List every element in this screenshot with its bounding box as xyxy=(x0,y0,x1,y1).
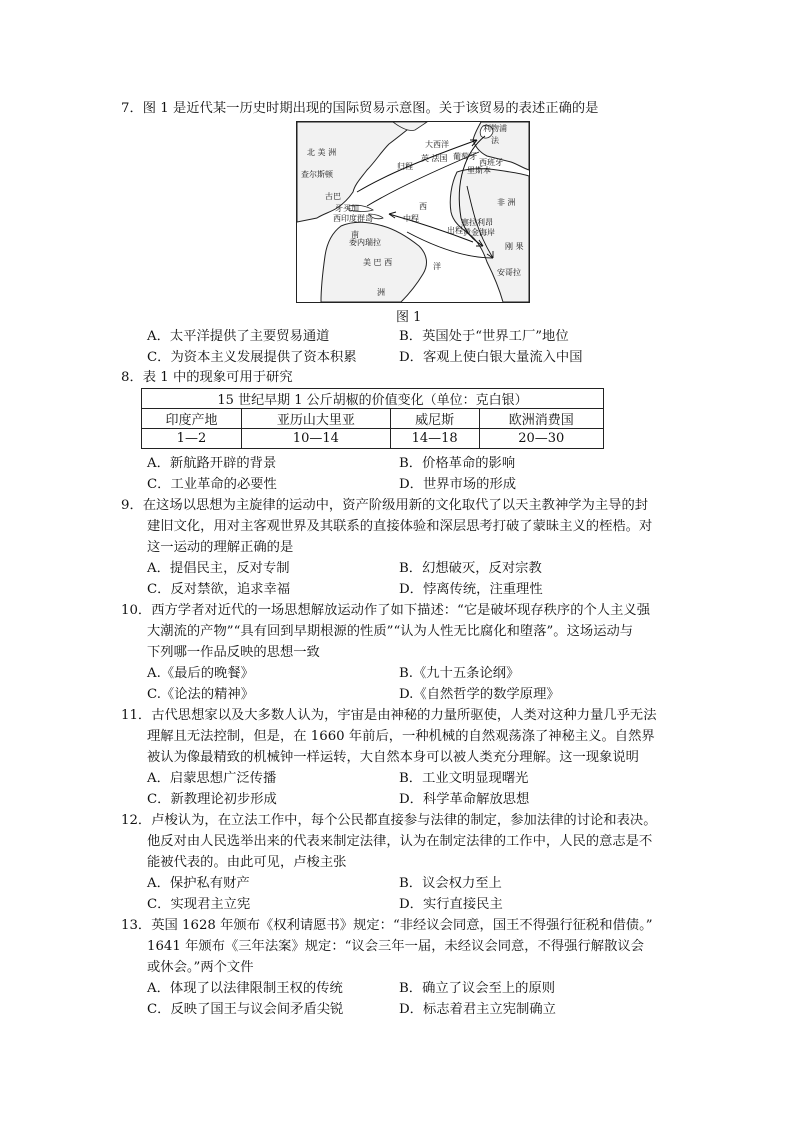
q11-option-a: A．启蒙思想广泛传播 xyxy=(147,771,277,786)
q10-option-b: B.《九十五条论纲》 xyxy=(399,666,520,681)
table-title: 15 世纪早期 1 公斤胡椒的价值变化（单位：克白银） xyxy=(142,389,604,409)
q7-option-d: D．客观上使白银大量流入中国 xyxy=(399,350,583,365)
table-1 xyxy=(141,388,604,449)
table-cell: 1—2 xyxy=(142,429,242,449)
q9-line-1: 9．在这场以思想为主旋律的运动中，资产阶级用新的文化取代了以天主教神学为主导的封 xyxy=(121,498,649,513)
trade-map-figure xyxy=(296,121,530,303)
map-label-britain-france: 英 法国 xyxy=(421,154,448,163)
q8-option-c: C．工业革命的必要性 xyxy=(147,477,277,492)
map-label-west-indies: 西印度群岛 xyxy=(333,214,373,223)
q13-option-d: D．标志着君主立宪制确立 xyxy=(399,1002,556,1017)
q11-line-2: 理解且无法控制，但是，在 1660 年前后，一种机械的自然观荡涤了神秘主义。自然界 xyxy=(147,729,655,744)
q9-line-3: 这一运动的理解正确的是 xyxy=(147,540,294,555)
q7-option-c: C．为资本主义发展提供了资本积累 xyxy=(147,350,357,365)
map-label-gold-coast: 黄金海岸 xyxy=(463,228,495,237)
q11-line-3: 被认为像最精致的机械钟一样运转，大自然本身可以被人类充分理解。这一现象说明 xyxy=(147,750,639,765)
map-label-cuba: 古巴 xyxy=(325,192,341,201)
q8-stem: 8．表 1 中的现象可用于研究 xyxy=(121,370,293,385)
map-label-atlantic: 大西洋 xyxy=(425,140,449,149)
q10-line-2: 大潮流的产物”“具有回到早期根源的性质”“认为人性无比腐化和堕落”。这场运动与 xyxy=(147,624,634,639)
q12-option-c: C．实现君主立宪 xyxy=(147,897,251,912)
map-label-return-route: 归程 xyxy=(397,162,413,171)
map-label-charleston: 查尔斯顿 xyxy=(301,170,333,179)
table-cell: 20—30 xyxy=(479,429,603,449)
q7-option-b: B．英国处于“世界工厂”地位 xyxy=(399,329,569,344)
q7-option-a: A．太平洋提供了主要贸易通道 xyxy=(147,329,330,344)
q10-option-d: D.《自然哲学的数学原理》 xyxy=(399,687,560,702)
q13-line-3: 或休会。”两个文件 xyxy=(147,960,254,975)
map-label-france: 法 xyxy=(491,136,499,145)
q12-line-1: 12．卢梭认为，在立法工作中，每个公民都直接参与法律的制定，参加法律的讨论和表决。 xyxy=(121,813,657,828)
q10-option-c: C.《论法的精神》 xyxy=(147,687,255,702)
map-label-america-brazil: 美 巴 西 xyxy=(363,258,393,267)
figure-1-caption: 图 1 xyxy=(396,310,422,325)
q10-option-a: A.《最后的晚餐》 xyxy=(147,666,254,681)
q13-option-c: C．反映了国王与议会间矛盾尖锐 xyxy=(147,1002,344,1017)
q12-option-a: A．保护私有财产 xyxy=(147,876,250,891)
map-label-liverpool: 利物浦 xyxy=(483,124,507,133)
table-header: 亚历山大里亚 xyxy=(241,409,390,429)
table-header: 欧洲消费国 xyxy=(479,409,603,429)
q7-stem: 7．图 1 是近代某一历史时期出现的国际贸易示意图。关于该贸易的表述正确的是 xyxy=(121,101,599,116)
map-label-spain: 西班牙 xyxy=(479,158,503,167)
map-label-angola: 安哥拉 xyxy=(497,268,521,277)
map-label-lisbon: 里斯本 xyxy=(467,166,491,175)
table-header: 印度产地 xyxy=(142,409,242,429)
q8-option-b: B．价格革命的影响 xyxy=(399,456,516,471)
map-label-ocean: 洋 xyxy=(433,262,441,271)
map-label-outbound: 出程 xyxy=(447,226,463,235)
q9-option-d: D．悖离传统，注重理性 xyxy=(399,582,543,597)
q9-option-c: C．反对禁欲，追求幸福 xyxy=(147,582,291,597)
map-label-sierra-leone: 塞拉利昂 xyxy=(461,218,493,227)
map-label-africa: 非 洲 xyxy=(497,198,516,207)
q13-option-a: A．体现了以法律限制王权的传统 xyxy=(147,981,343,996)
map-label-middle-passage: 中程 xyxy=(403,214,419,223)
q9-line-2: 建旧文化，用对主客观世界及其联系的直接体验和深层思考打破了蒙昧主义的桎梏。对 xyxy=(147,519,653,534)
map-label-west: 西 xyxy=(419,202,427,211)
q9-option-a: A．提倡民主，反对专制 xyxy=(147,561,290,576)
q11-option-d: D．科学革命解放思想 xyxy=(399,792,530,807)
table-cell: 14—18 xyxy=(390,429,479,449)
q8-option-d: D．世界市场的形成 xyxy=(399,477,517,492)
q11-option-b: B．工业文明显现曙光 xyxy=(399,771,529,786)
table-header: 威尼斯 xyxy=(390,409,479,429)
table-cell: 10—14 xyxy=(241,429,390,449)
q8-option-a: A．新航路开辟的背景 xyxy=(147,456,277,471)
q11-line-1: 11．古代思想家以及大多数人认为，宇宙是由神秘的力量所驱使，人类对这种力量几乎无法 xyxy=(121,708,657,723)
map-label-congo: 刚 果 xyxy=(505,242,524,251)
map-label-portugal: 葡萄牙 xyxy=(453,152,477,161)
q12-option-b: B．议会权力至上 xyxy=(399,876,502,891)
q12-line-3: 能被代表的。由此可见，卢梭主张 xyxy=(147,855,347,870)
q10-line-3: 下列哪一作品反映的思想一致 xyxy=(147,645,320,660)
q11-option-c: C．新教理论初步形成 xyxy=(147,792,277,807)
map-label-venezuela: 委内瑞拉 xyxy=(349,238,381,247)
q13-option-b: B．确立了议会至上的原则 xyxy=(399,981,556,996)
q10-line-1: 10．西方学者对近代的一场思想解放运动作了如下描述：“它是破坏现存秩序的个人主义强 xyxy=(121,603,650,618)
map-label-jamaica: 牙买加 xyxy=(335,204,359,213)
map-label-south: 南 xyxy=(351,230,359,239)
q12-line-2: 他反对由人民选举出来的代表来制定法律，认为在制定法律的工作中，人民的意志是不 xyxy=(147,834,653,849)
q12-option-d: D．实行直接民主 xyxy=(399,897,503,912)
q13-line-2: 1641 年颁布《三年法案》规定：“议会三年一届，未经议会同意，不得强行解散议会 xyxy=(147,939,644,954)
map-label-north-america: 北 美 洲 xyxy=(307,148,337,157)
q13-line-1: 13．英国 1628 年颁布《权利请愿书》规定：“非经议会同意，国王不得强行征税和借债。” xyxy=(121,918,653,933)
q9-option-b: B．幻想破灭，反对宗教 xyxy=(399,561,542,576)
map-label-continent: 洲 xyxy=(377,288,385,297)
